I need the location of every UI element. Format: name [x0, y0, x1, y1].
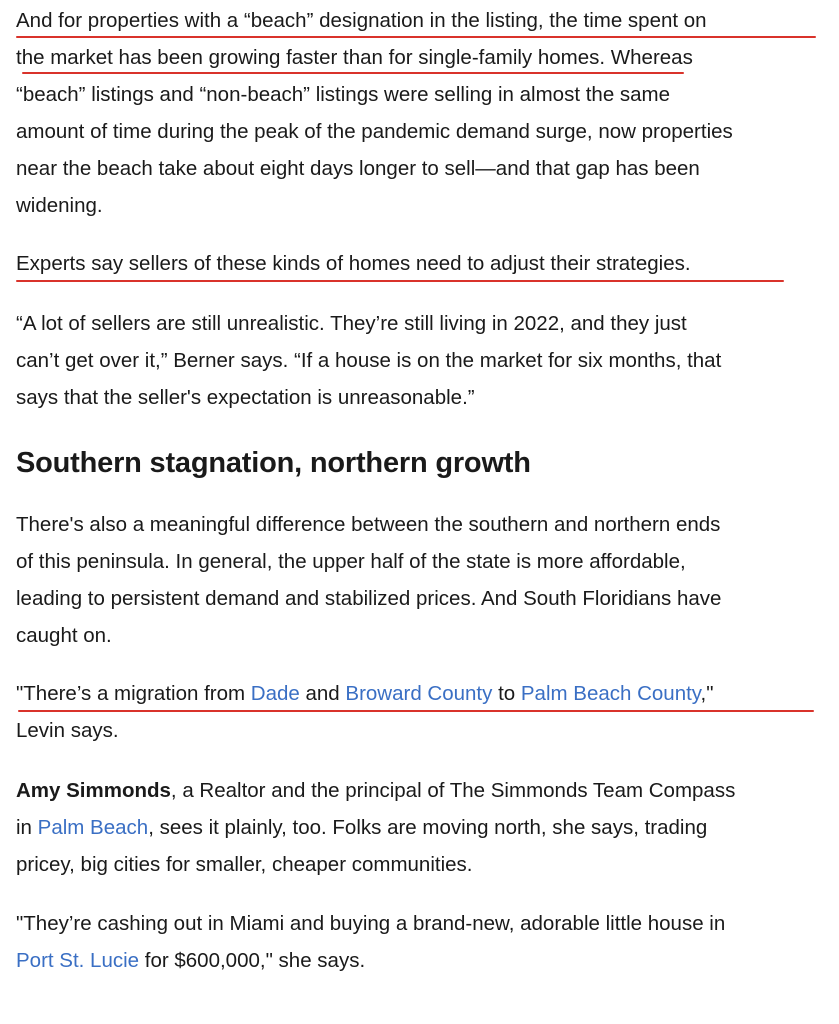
- text-line: says that the seller's expectation is unreasonable.”: [16, 386, 475, 409]
- text-line: near the beach take about eight days longer to sell—and that gap has been: [16, 157, 700, 180]
- text-fragment: "There’s a migration from: [16, 682, 251, 705]
- text-fragment: ,": [700, 682, 714, 705]
- annotation-underline: [16, 280, 784, 282]
- paragraph-south-north: [16, 506, 839, 654]
- text-line: [16, 772, 839, 809]
- link-dade[interactable]: Dade: [250, 682, 300, 705]
- text-line: caught on.: [16, 624, 112, 647]
- paragraph-experts: [16, 245, 839, 282]
- annotation-underline: [16, 36, 816, 38]
- text-line: Levin says.: [16, 719, 119, 742]
- text-fragment: for $600,000," she says.: [139, 949, 366, 972]
- link-palm-beach-county[interactable]: Palm Beach County: [520, 682, 701, 705]
- text-fragment: , a Realtor and the principal of The Simmonds Team Compass: [170, 779, 736, 802]
- paragraph-amy-simmonds: [16, 772, 839, 883]
- section-heading: Southern stagnation, northern growth: [16, 447, 531, 479]
- text-line: “beach” listings and “non-beach” listings were selling in almost the same: [16, 83, 671, 106]
- text-line: the market has been growing faster than for single-family homes. Whereas: [16, 46, 693, 69]
- annotation-underline: [22, 72, 684, 74]
- text-line: [16, 675, 839, 712]
- text-line: leading to persistent demand and stabilized prices. And South Floridians have: [16, 587, 722, 610]
- text-line: Experts say sellers of these kinds of homes need to adjust their strategies.: [16, 252, 691, 275]
- link-port-st-lucie[interactable]: Port St. Lucie: [16, 949, 140, 972]
- paragraph-port-st-lucie: [16, 905, 839, 979]
- text-line: of this peninsula. In general, the upper half of the state is more affordable,: [16, 550, 686, 573]
- text-line: amount of time during the peak of the pandemic demand surge, now properties: [16, 120, 733, 143]
- text-fragment: and: [299, 682, 346, 705]
- text-fragment: in: [16, 816, 38, 839]
- paragraph-quote-berner: [16, 305, 839, 416]
- text-line: "They’re cashing out in Miami and buying a brand-new, adorable little house in: [16, 912, 726, 935]
- link-palm-beach[interactable]: Palm Beach: [37, 816, 149, 839]
- paragraph-migration-quote: [16, 675, 839, 749]
- text-line: [16, 809, 839, 846]
- person-name: Amy Simmonds: [16, 779, 171, 802]
- text-line: “A lot of sellers are still unrealistic. They’re still living in 2022, and they just: [16, 312, 687, 335]
- link-broward-county[interactable]: Broward County: [345, 682, 493, 705]
- text-line: widening.: [16, 194, 103, 217]
- text-fragment: , sees it plainly, too. Folks are moving north, she says, trading: [148, 816, 708, 839]
- annotation-underline: [18, 710, 814, 712]
- text-line: can’t get over it,” Berner says. “If a house is on the market for six months, that: [16, 349, 722, 372]
- text-fragment: to: [492, 682, 521, 705]
- text-line: [16, 942, 839, 979]
- text-line: And for properties with a “beach” designation in the listing, the time spent on: [16, 9, 707, 32]
- text-line: pricey, big cities for smaller, cheaper communities.: [16, 853, 473, 876]
- text-line: There's also a meaningful difference between the southern and northern ends: [16, 513, 721, 536]
